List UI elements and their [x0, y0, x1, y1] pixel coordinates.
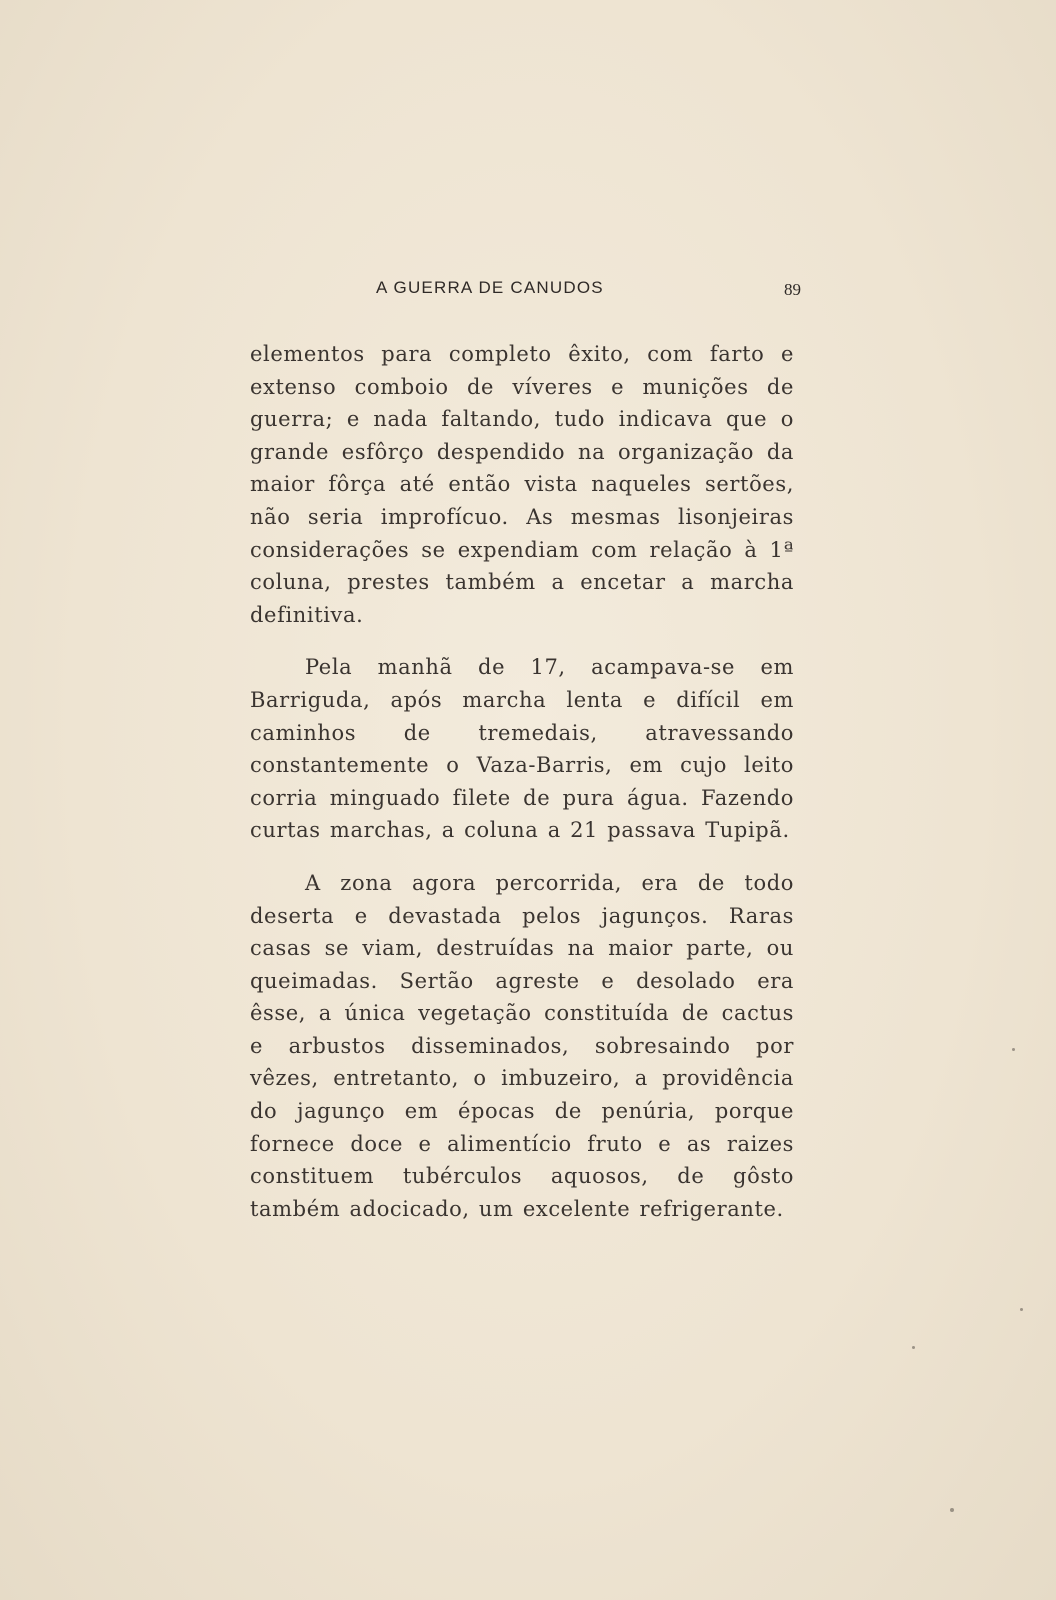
paragraph-zona-deserta: A zona agora percorrida, era de todo deserta e devastada pelos jagunços. Raras casas se viam, destruídas na maior parte, ou queimadas. Sertão agreste e desolado era êsse, a única vegetação constituída de cactus e arbustos disseminados, sobresaindo por vêzes, entretanto, o imbuzeiro, a providência do jagunço em épocas de penúria, porque fornece doce e alimentício fruto e as raizes constituem tubérculos aquosos, de gôsto também adocicado, um excelente refrigerante. [250, 870, 794, 1221]
paper-speck [950, 1508, 954, 1512]
paper-speck [1020, 1308, 1023, 1311]
page-number: 89 [784, 280, 801, 299]
paragraph-barriguda: Pela manhã de 17, acampava-se em Barriguda, após marcha lenta e difícil em caminhos de tremedais, atravessando constantemente o Vaza-Barris, em cujo leito corria minguado filete de pura água. Fazendo curtas marchas, a coluna a 21 passava Tupipã. [250, 655, 794, 843]
paragraph-continuation: elementos para completo êxito, com farto e extenso comboio de víveres e munições de guerra; e nada faltando, tudo indicava que o grande esfôrço despendido na organização da maior fôrça até então vista naqueles sertões, não seria improfícuo. As mesmas lisonjeiras considerações se expendiam com relação à 1ª coluna, prestes também a encetar a marcha definitiva. [250, 342, 794, 627]
body-text [250, 338, 794, 1225]
paper-speck [912, 1346, 915, 1349]
running-head [376, 278, 806, 302]
running-title: A GUERRA DE CANUDOS [376, 278, 604, 297]
paper-speck [1012, 1048, 1015, 1051]
